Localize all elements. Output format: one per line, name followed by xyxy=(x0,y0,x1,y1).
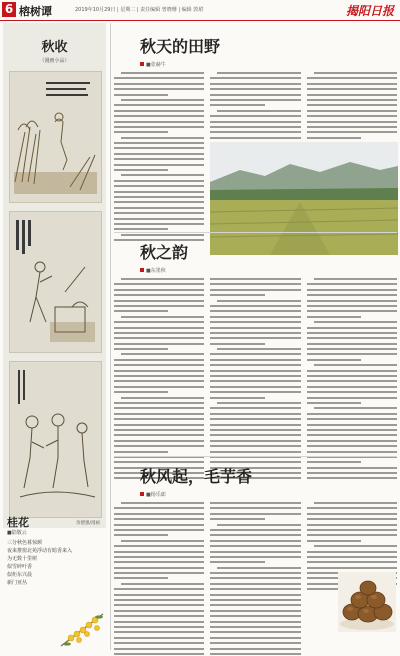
left-column xyxy=(3,23,106,650)
article-separator xyxy=(114,232,397,233)
taro-photo xyxy=(338,572,396,636)
landscape-photo xyxy=(210,142,398,255)
section-title: 榕树谭 xyxy=(19,5,52,18)
newspaper-logo: 揭阳日报 xyxy=(345,4,394,18)
article-author: ■东墨秋 xyxy=(140,267,397,274)
text-column xyxy=(114,502,204,654)
article-autumn-charm xyxy=(114,240,397,478)
poem-subtitle: （漫画小品） xyxy=(39,58,70,64)
poem-line: 夜来推窗北苑浮动有暗香来入 xyxy=(7,548,73,554)
article-separator xyxy=(114,456,397,457)
sketch-farm-workers xyxy=(9,211,102,353)
poem-line: 似雪碎叶香 xyxy=(7,564,33,570)
page-header xyxy=(0,0,400,21)
article-body xyxy=(114,278,397,478)
poem-title: 秋收 xyxy=(41,40,68,55)
article-author: ■张赫牛 xyxy=(140,61,397,68)
page-number: 6 xyxy=(2,2,16,17)
text-column xyxy=(114,72,204,242)
text-column xyxy=(114,278,204,478)
flower-poem-author: ■陆敬云 xyxy=(7,530,27,536)
article-title: 秋天的田野 xyxy=(140,37,221,56)
issue-meta: 2019年10月29日 | 星期二 | 责任编辑 曾晓珊 | 编辑 敦珺 xyxy=(75,7,204,13)
flower-poem-body xyxy=(7,539,73,587)
text-column xyxy=(210,278,300,478)
poem-line: 为无数十里树 xyxy=(7,556,38,562)
text-column xyxy=(307,278,397,478)
column-divider xyxy=(110,23,111,650)
text-column xyxy=(210,502,300,654)
flower-poem-title: 桂花 xyxy=(7,516,29,529)
poem-line: 似炬东兴晨 xyxy=(7,572,33,578)
article-title: 秋之韵 xyxy=(140,243,189,262)
article-title: 秋风起，毛芋香 xyxy=(140,467,253,486)
sketch-harvest-field xyxy=(9,71,102,203)
poem-line: 三分秋色暮惊颜 xyxy=(7,540,43,546)
sketch-villagers xyxy=(9,361,102,518)
poem-illustration-panel xyxy=(3,23,106,528)
poem-line: 新门亚丛 xyxy=(7,580,28,586)
illustration-credit: 余德强/漫画 xyxy=(75,521,100,526)
article-author: ■杨乐郎 xyxy=(140,491,397,498)
osmanthus-flower-icon xyxy=(59,608,107,654)
